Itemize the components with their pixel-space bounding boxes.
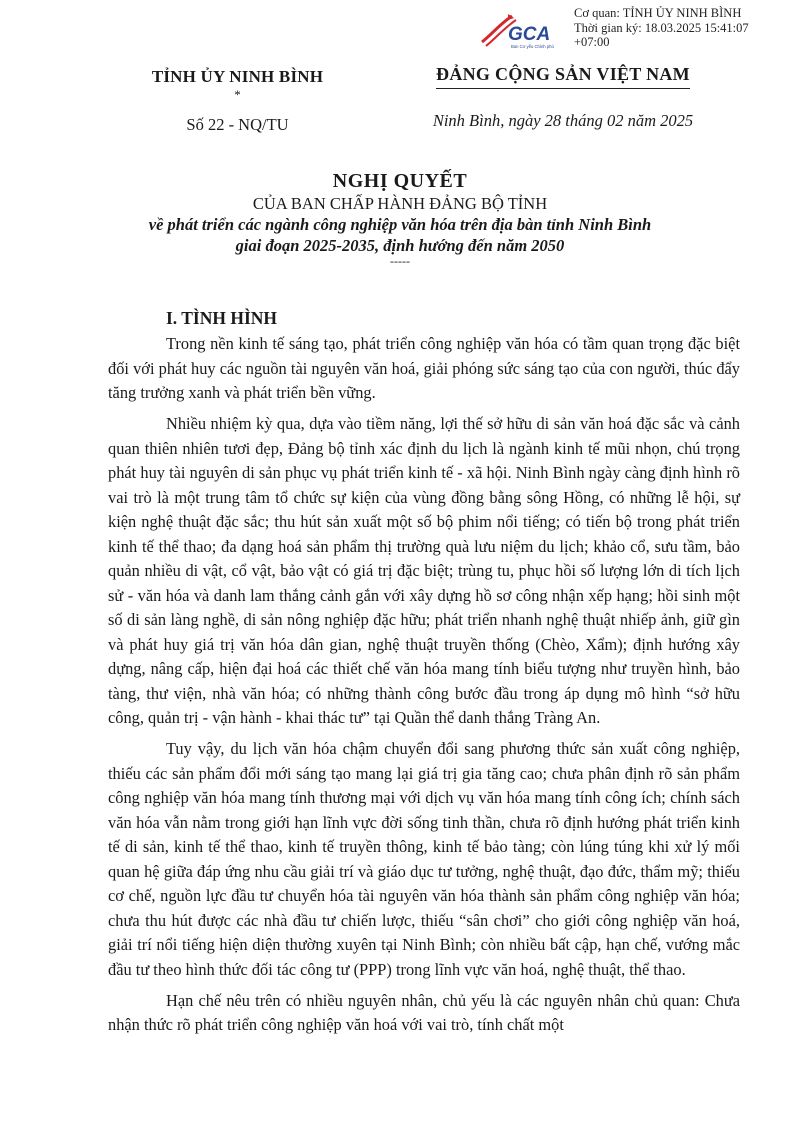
paragraph: Trong nền kinh tế sáng tạo, phát triển công nghiệp văn hóa có tầm quan trọng đặc biệt đối với phát huy các nguồn tài nguyên văn hoá, giải phóng sức sáng tạo của con người, thúc đẩy tăng trưởng xanh và phát triển bền vững. bbox=[108, 334, 740, 402]
title-divider: ----- bbox=[390, 254, 410, 268]
signature-time: Thời gian ký: 18.03.2025 15:41:07 bbox=[574, 20, 749, 35]
signature-agency: Cơ quan: TỈNH ỦY NINH BÌNH bbox=[574, 6, 742, 20]
document-subject-line-2: giai đoạn 2025-2035, định hướng đến năm 2050 bbox=[235, 236, 565, 255]
paragraph: Nhiều nhiệm kỳ qua, dựa vào tiềm năng, lợi thế sở hữu di sản văn hoá đặc sắc và cảnh quan thiên nhiên tươi đẹp, Đảng bộ tỉnh xác định du lịch là ngành kinh tế mũi nhọn, chú trọng phát huy tài nguyên di sản phục vụ phát triển kinh tế - xã hội. Ninh Bình ngày càng định hình rõ vai trò là một trung tâm tổ chức sự kiện của vùng đồng bằng sông Hồng, có những lễ hội, sự kiện nghệ thuật đặc sắc; thu hút sản xuất một số bộ phim nổi tiếng; có tiến bộ trong phát triển kinh tế thể thao; đa dạng hoá sản phẩm thị trường quà lưu niệm du lịch; khảo cổ, sưu tầm, bảo quản nhiều di vật, cổ vật, bảo vật có giá trị đặc biệt; trùng tu, phục hồi số lượng lớn di tích lịch sử - văn hóa và danh lam thắng cảnh gắn với xây dựng hồ sơ công nhận xếp hạng; hồi sinh một số di sản làng nghề, di sản nông nghiệp đặc hữu; phát triển nhanh nghệ thuật nhiếp ảnh, giữ gìn và phát huy giá trị văn hóa dân gian, nghệ thuật truyền thống (Chèo, Xẩm); định hướng xây dựng, nâng cấp, hiện đại hoá các thiết chế văn hóa mang tính biểu tượng như truyền hình, bảo tàng, thư viện, nhà văn hóa; có những thành công bước đầu trong áp dụng mô hình “sở hữu công, quản trị - vận hành - khai thác tư” tại Quần thể danh thắng Tràng An. bbox=[108, 414, 740, 727]
svg-text:Ban Cơ yếu Chính phủ: Ban Cơ yếu Chính phủ bbox=[511, 44, 554, 49]
document-subject-line-1: về phát triển các ngành công nghiệp văn hóa trên địa bàn tỉnh Ninh Bình bbox=[148, 215, 652, 234]
svg-text:GCA: GCA bbox=[508, 24, 551, 45]
issuing-organization-block bbox=[120, 64, 355, 135]
paragraph: Hạn chế nêu trên có nhiều nguyên nhân, chủ yếu là các nguyên nhân chủ quan: Chưa nhận thức rõ phát triển công nghiệp văn hoá với vai trò, tính chất một bbox=[108, 990, 740, 1034]
signature-timezone: +07:00 bbox=[574, 35, 610, 49]
document-title-block bbox=[80, 170, 720, 266]
section-heading: I. TÌNH HÌNH bbox=[166, 308, 278, 328]
digital-signature-stamp bbox=[478, 6, 788, 54]
party-header-block bbox=[398, 64, 728, 131]
document-issuer: CỦA BAN CHẤP HÀNH ĐẢNG BỘ TỈNH bbox=[252, 194, 548, 213]
vgca-logo-icon bbox=[478, 12, 570, 52]
place-and-date: Ninh Bình, ngày 28 tháng 02 năm 2025 bbox=[432, 111, 694, 130]
document-number: Số 22 - NQ/TU bbox=[186, 115, 289, 134]
signature-info bbox=[574, 6, 749, 50]
party-name: ĐẢNG CỘNG SẢN VIỆT NAM bbox=[436, 64, 690, 89]
document-body bbox=[108, 332, 740, 1044]
star-mark: * bbox=[234, 87, 241, 102]
organization-name: TỈNH ỦY NINH BÌNH bbox=[151, 67, 324, 86]
paragraph: Tuy vậy, du lịch văn hóa chậm chuyển đổi sang phương thức sản xuất công nghiệp, thiếu các sản phẩm đổi mới sáng tạo mang lại giá trị gia tăng cao; chưa phân định rõ sản phẩm công nghiệp văn hóa mang tính thương mại với dịch vụ văn hóa mang tính công ích; chính sách văn hóa vẫn nằm trong giới hạn lĩnh vực đời sống tinh thần, chưa rõ định hướng phát triển kinh tế di sản, kinh tế thể thao, kinh tế truyền thông, kinh tế bảo tàng; còn lúng túng khi xử lý mối quan hệ giữa đáp ứng nhu cầu giải trí và giáo dục tư tưởng, nghệ thuật, đạo đức, thẩm mỹ; thiếu cơ chế, nguồn lực đầu tư chuyển hóa tài nguyên văn hóa thành sản phẩm công nghiệp văn hóa; chưa thu hút được các nhà đầu tư chiến lược, thiếu “sân chơi” cho giới công nghiệp văn hoá, giải trí nổi tiếng hiện diện thường xuyên tại Ninh Bình; còn nhiều bất cập, hạn chế, vướng mắc đầu tư theo hình thức đối tác công tư (PPP) trong lĩnh vực văn hoá, nghệ thuật, thể thao. bbox=[108, 739, 740, 979]
document-type: NGHỊ QUYẾT bbox=[332, 170, 468, 192]
